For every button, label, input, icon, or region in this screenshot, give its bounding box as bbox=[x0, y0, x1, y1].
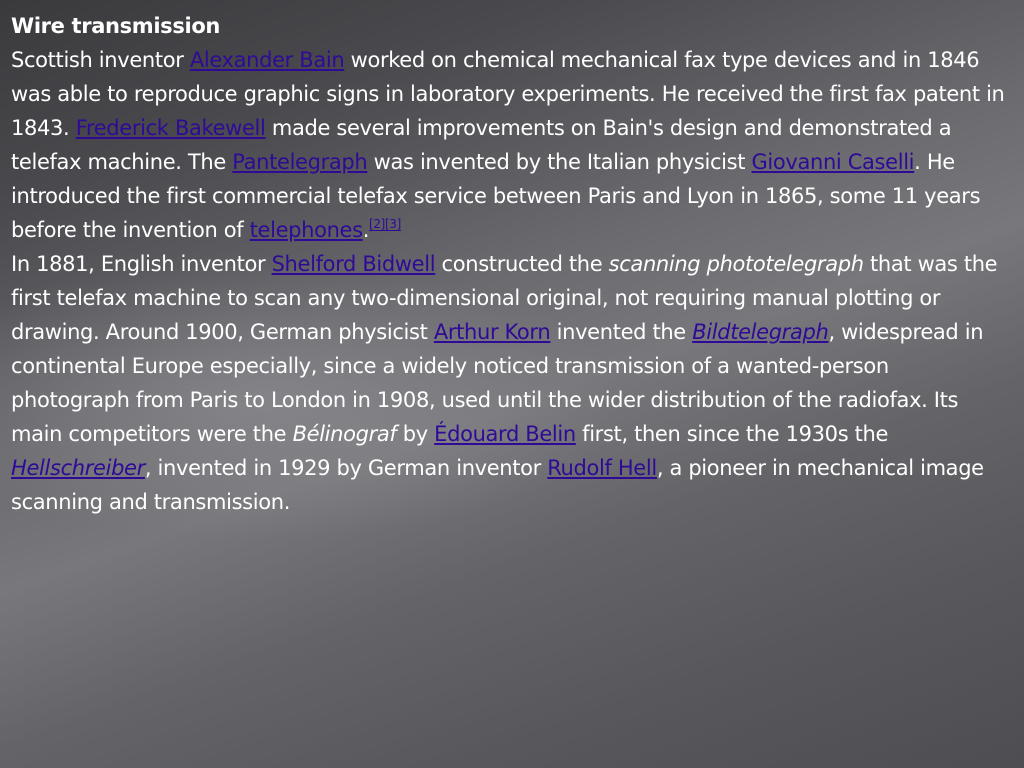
italic-term: scanning phototelegraph bbox=[608, 252, 864, 276]
text-span: by bbox=[396, 422, 435, 446]
text-span: that was the first telefax machine to scan any two-dimensional original, not requiring manual plotting or drawing. Around 1900, German physicist bbox=[11, 252, 998, 344]
section-heading: Wire transmission bbox=[11, 14, 220, 38]
link-alexander-bain[interactable]: Alexander Bain bbox=[189, 48, 345, 72]
link-shelford-bidwell[interactable]: Shelford Bidwell bbox=[271, 252, 436, 276]
italic-term: Bélinograf bbox=[292, 422, 397, 446]
link-pantelegraph[interactable]: Pantelegraph bbox=[232, 150, 368, 174]
link-rudolf-hell[interactable]: Rudolf Hell bbox=[547, 456, 657, 480]
paragraph-2 bbox=[11, 247, 1011, 519]
text-span: was invented by the Italian physicist bbox=[367, 150, 752, 174]
text-span: , widespread in continental Europe especially, since a widely noticed transmission of a wanted-person photograph from Paris to London in 1908, used until the wider distribution of the radiofax. Its main competitors were the bbox=[11, 320, 984, 446]
text-span: first, then since the 1930s the bbox=[575, 422, 889, 446]
text-span: , invented in 1929 by German inventor bbox=[144, 456, 548, 480]
link-hellschreiber[interactable]: Hellschreiber bbox=[11, 456, 145, 480]
link-bildtelegraph[interactable]: Bildtelegraph bbox=[692, 320, 829, 344]
link-arthur-korn[interactable]: Arthur Korn bbox=[433, 320, 551, 344]
link-giovanni-caselli[interactable]: Giovanni Caselli bbox=[751, 150, 915, 174]
text-span: invented the bbox=[550, 320, 693, 344]
citation-links[interactable]: [2][3] bbox=[369, 217, 401, 231]
text-span: . He introduced the first commercial telefax service between Paris and Lyon in 1865, some 11 years before the invention of bbox=[11, 150, 981, 242]
text-span: . bbox=[362, 218, 370, 242]
link-edouard-belin[interactable]: Édouard Belin bbox=[434, 422, 576, 446]
paragraph-1 bbox=[11, 43, 1011, 247]
text-span: constructed the bbox=[435, 252, 609, 276]
text-span: made several improvements on Bain's design and demonstrated a telefax machine. The bbox=[11, 116, 952, 174]
text-span: , a pioneer in mechanical image scanning and transmission. bbox=[11, 456, 984, 514]
text-span: worked on chemical mechanical fax type devices and in 1846 was able to reproduce graphic signs in laboratory experiments. He received the first fax patent in 1843. bbox=[11, 48, 1005, 140]
link-frederick-bakewell[interactable]: Frederick Bakewell bbox=[75, 116, 266, 140]
slide-content bbox=[11, 9, 1011, 519]
text-span: In 1881, English inventor bbox=[11, 252, 272, 276]
link-telephones[interactable]: telephones bbox=[249, 218, 363, 242]
text-span: Scottish inventor bbox=[11, 48, 190, 72]
